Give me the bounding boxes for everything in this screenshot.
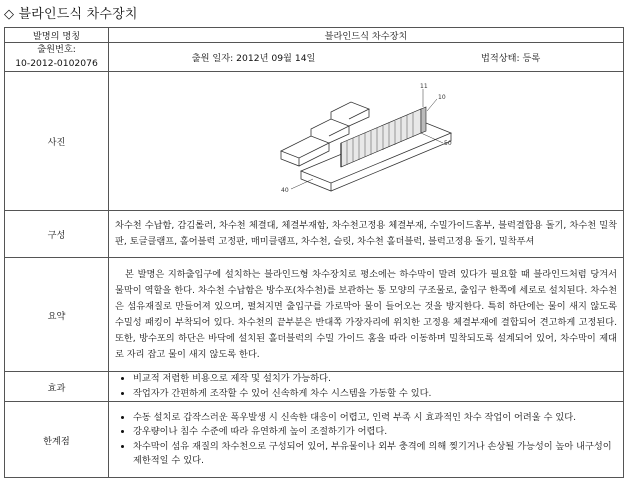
application-number-cell xyxy=(5,43,109,72)
limit-item: • 차수막이 섬유 재질의 차수천으로 구성되어 있어, 부유물이나 외부 충격에 의해 찢기거나 손상될 가능성이 높아 내구성이 제한적일 수 있다. xyxy=(133,440,617,469)
effect-item: • 작업자가 간편하게 조작할 수 있어 신속하게 차수 시스템을 가동할 수 있다. xyxy=(133,387,617,402)
summary-cell xyxy=(109,258,624,372)
composition-label: 구성 xyxy=(5,211,109,258)
limits-cell xyxy=(109,402,624,478)
effect-label: 효과 xyxy=(5,372,109,402)
composition-text: 차수천 수납함, 감김롤러, 차수천 체결대, 체결부재함, 차수천고정용 체결부재, 수밀가이드홈부, 블럭결합용 돌기, 차수천 밀착판, 토글클램프, 홀어블럭 고정판, 매미클램프, 차수천, 슬릿, 차수천 홀더블럭, 블럭고정용 돌기, 밀착푸셔 xyxy=(115,220,617,247)
application-meta-cell xyxy=(109,43,624,72)
filing-date: 출원 일자: 2012년 09월 14일 xyxy=(191,53,316,64)
application-number-label: 출원번호: xyxy=(37,44,76,55)
application-number-value: 10-2012-0102076 xyxy=(15,58,98,69)
limit-item: • 강우량이나 침수 수준에 따라 유연하게 높이 조절하기가 어렵다. xyxy=(133,425,617,440)
limits-list xyxy=(109,411,623,469)
invention-name-label: 발명의 명칭 xyxy=(5,28,109,43)
figure-label-40: 40 xyxy=(281,187,289,194)
invention-name-value: 블라인드식 차수장치 xyxy=(109,28,624,43)
limits-label: 한계점 xyxy=(5,402,109,478)
figure-label-11: 11 xyxy=(420,83,428,90)
page-title: ◇ 블라인드식 차수장치 xyxy=(4,7,138,22)
device-drawing xyxy=(271,81,461,201)
patent-info-table xyxy=(4,27,624,478)
summary-label: 요약 xyxy=(5,258,109,372)
photo-label: 사진 xyxy=(5,72,109,211)
limit-item: • 수동 설치로 갑작스러운 폭우발생 시 신속한 대응이 어렵고, 인력 부족 시 효과적인 차수 작업이 어려울 수 있다. xyxy=(133,411,617,426)
effect-cell xyxy=(109,372,624,402)
figure-label-50: 50 xyxy=(444,140,452,147)
legal-status: 법적상태: 등록 xyxy=(480,53,541,64)
composition-cell xyxy=(109,211,624,258)
photo-cell xyxy=(109,72,624,211)
effect-list xyxy=(109,372,623,401)
summary-text: 본 발명은 지하출입구에 설치하는 블라인드형 차수장치로 평소에는 하수막이 말려 있다가 필요할 때 블라인드처럼 당겨서 물막이 역할을 한다. 차수천 수납함은 방수포(차수천)를 보관하는 통 모양의 구조물로, 출입구 한쪽에 세로로 설치된다. 차수천은 섬유재질로 만들어져 있으며, 펼쳐지면 출입구를 가로막아 물이 들어오는 것을 방지한다. 특히 하단에는 물이 새지 않도록 수밀성 패킹이 부착되어 있다. 차수천의 끝부분은 반대쪽 가장자리에 위치한 고정용 체결부재에 결합되어 견고하게 고정된다. 또한, 방수포의 하단은 바닥에 설치된 홀더블럭의 수밀 가이드 홈을 따라 이동하며 밀착되도록 설계되어 있어, 차수막이 제대로 자리 잡고 물이 새지 않도록 한다. xyxy=(115,268,617,360)
figure-label-10: 10 xyxy=(438,94,446,101)
effect-item: • 비교적 저렴한 비용으로 제작 및 설치가 가능하다. xyxy=(133,372,617,387)
